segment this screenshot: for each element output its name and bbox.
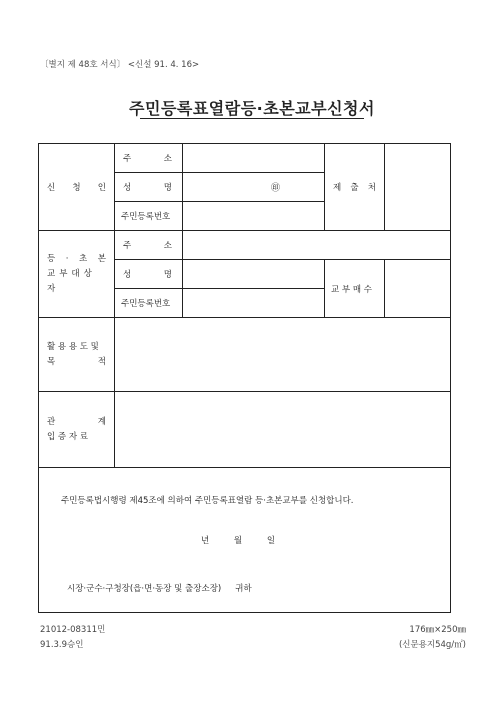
evidence-label-line2: 입 증 자 료 (47, 431, 88, 442)
subject-name-label-cell (115, 260, 183, 289)
title-underline (140, 118, 364, 119)
paper-size: 176㎜×250㎜ (409, 625, 466, 635)
purpose-label-line1: 활 용 용 도 및 (47, 341, 99, 352)
subject-address-label-cell (115, 231, 183, 260)
subject-address-field[interactable] (183, 231, 451, 260)
approval-date: 91.3.9승인 (40, 640, 84, 650)
subject-name-label: 명 (163, 270, 172, 280)
copies-label: 교 부 매 수 (331, 284, 372, 295)
applicant-regno-label-cell (115, 202, 183, 231)
applicant-address-field[interactable] (183, 144, 325, 173)
applicant-address-label: 소 (163, 154, 172, 164)
subject-address-label: 소 (163, 241, 172, 251)
form-code: 21012-08311민 (40, 625, 106, 635)
applicant-address-label: 주 (123, 154, 132, 164)
submit-to-label: 출 (350, 183, 359, 193)
footer-right (399, 623, 466, 653)
addressee-line (67, 582, 252, 594)
submit-to-label-cell (325, 144, 385, 231)
subject-regno-field[interactable] (183, 289, 325, 318)
subject-label-cell (39, 231, 115, 318)
form-number-note: 〔별지 제 48호 서식〕 <신설 91. 4. 16> (40, 60, 200, 70)
purpose-label-char: 적 (97, 356, 106, 367)
applicant-name-label: 명 (163, 183, 172, 193)
subject-label-char: 초 (79, 253, 88, 264)
applicant-regno-label: 주민등록번호 (121, 212, 171, 222)
subject-label-char: 등 (47, 253, 56, 264)
subject-label-char: · (65, 253, 69, 264)
evidence-label-line1 (47, 415, 106, 430)
footer-left (40, 623, 105, 653)
date-line[interactable]: 년 월 일 (201, 536, 276, 546)
applicant-label-cell (39, 144, 115, 231)
document-title: 주민등록표열람등·초본교부신청서 (129, 99, 375, 118)
subject-regno-label: 주민등록번호 (121, 299, 171, 309)
subject-label-line1 (47, 252, 106, 267)
subject-label-line2: 교부대상자 (47, 268, 96, 294)
evidence-label-char: 관 (47, 416, 56, 427)
purpose-label-cell (39, 318, 115, 392)
subject-regno-label-cell (115, 289, 183, 318)
evidence-label-char: 계 (97, 416, 106, 427)
purpose-label-line2 (47, 355, 106, 370)
submit-to-label: 처 (367, 183, 376, 193)
copies-label-cell (325, 260, 385, 318)
applicant-label-char: 인 (97, 183, 106, 193)
submit-to-field[interactable] (385, 144, 451, 231)
subject-address-label: 주 (123, 241, 132, 251)
subject-name-field[interactable] (183, 260, 325, 289)
purpose-field[interactable] (115, 318, 451, 392)
addressee-text: 시장·군수·구청장(읍·면·동장 및 출장소장) (67, 584, 222, 594)
copies-field[interactable] (385, 260, 451, 318)
seal-icon: ㊞ (270, 183, 280, 194)
evidence-field[interactable] (115, 392, 451, 468)
applicant-address-label-cell (115, 144, 183, 173)
addressee-suffix: 귀하 (235, 584, 252, 594)
applicant-label-char: 신 (47, 183, 56, 193)
purpose-label-char: 목 (47, 356, 56, 367)
submit-to-label: 제 (333, 183, 342, 193)
applicant-name-label-cell (115, 173, 183, 202)
applicant-regno-field[interactable] (183, 202, 325, 231)
application-form-table (38, 143, 451, 613)
declaration-text: 주민등록법시행령 제45조에 의하여 주민등록표열람 등·초본교부를 신청합니다. (61, 496, 354, 506)
applicant-label-char: 청 (72, 183, 81, 193)
declaration-cell (39, 468, 451, 613)
applicant-name-field[interactable] (183, 173, 325, 202)
subject-label-char: 본 (97, 253, 106, 264)
paper-type: (신문용지54g/㎡) (398, 640, 466, 650)
subject-name-label: 성 (123, 270, 132, 280)
applicant-name-label: 성 (123, 183, 132, 193)
evidence-label-cell (39, 392, 115, 468)
